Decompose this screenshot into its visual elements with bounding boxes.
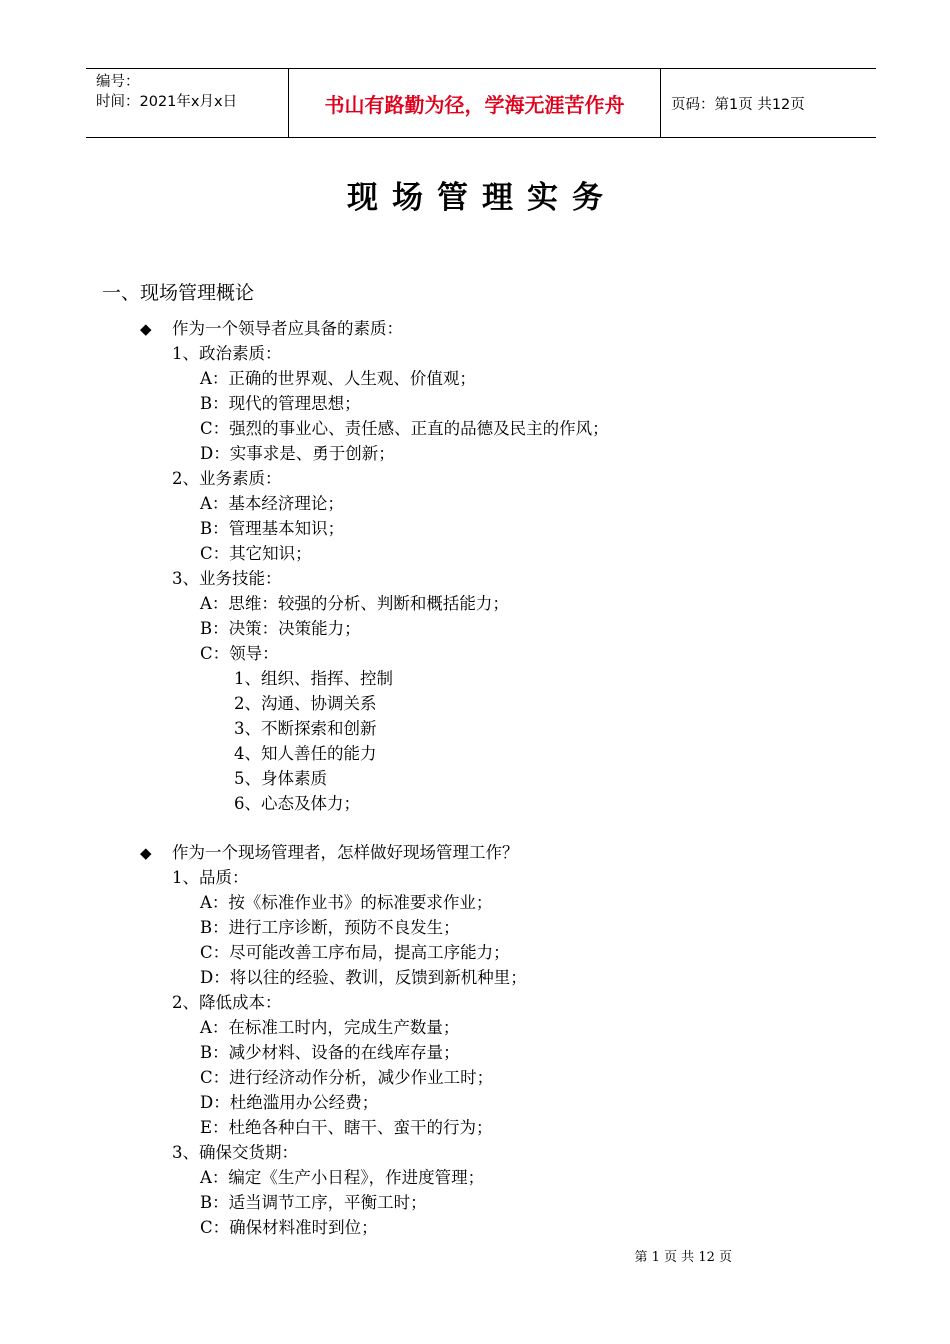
page-footer: 第 1 页 共 12 页	[634, 1250, 732, 1265]
list-item: 5、身体素质	[234, 769, 327, 788]
diamond-bullet-icon: ◆	[140, 844, 152, 862]
list-item: D：实事求是、勇于创新；	[200, 444, 395, 463]
list-item: C：强烈的事业心、责任感、正直的品德及民主的作风；	[200, 419, 609, 438]
header-page-info: 页码：第1页 共12页	[671, 96, 805, 113]
list-item: C：领导：	[200, 644, 279, 663]
list-item: 1、品质：	[172, 868, 249, 887]
block2-heading: 作为一个现场管理者，怎样做好现场管理工作？	[172, 843, 519, 862]
list-item: B：进行工序诊断，预防不良发生；	[200, 918, 460, 937]
document-header	[86, 68, 876, 138]
list-item: 4、知人善任的能力	[234, 744, 377, 763]
header-motto: 书山有路勤为径，学海无涯苦作舟	[288, 69, 661, 137]
list-item: 2、降低成本：	[172, 993, 282, 1012]
header-meta	[86, 69, 288, 137]
list-item: C：尽可能改善工序布局，提高工序能力；	[200, 943, 510, 962]
list-item: C：其它知识；	[200, 544, 312, 563]
list-item: 2、沟通、协调关系	[234, 694, 377, 713]
list-item: 3、不断探索和创新	[234, 719, 377, 738]
list-item: A：在标准工时内，完成生产数量；	[200, 1018, 460, 1037]
list-item: D：将以往的经验、教训，反馈到新机种里；	[200, 968, 527, 987]
block1-heading: 作为一个领导者应具备的素质：	[172, 319, 403, 338]
list-item: B：现代的管理思想；	[200, 394, 361, 413]
list-item: 1、政治素质：	[172, 344, 282, 363]
list-item: B：减少材料、设备的在线库存量；	[200, 1043, 460, 1062]
list-item: A：思维：较强的分析、判断和概括能力；	[200, 594, 509, 613]
list-item: B：管理基本知识；	[200, 519, 345, 538]
header-number-label: 编号：	[96, 74, 140, 90]
section-heading: 一、现场管理概论	[102, 282, 255, 304]
list-item: 2、业务素质：	[172, 469, 282, 488]
document-title: 现场管理实务	[347, 180, 617, 216]
list-item: 3、业务技能：	[172, 569, 282, 588]
list-item: A：正确的世界观、人生观、价值观；	[200, 369, 476, 388]
list-item: E：杜绝各种白干、瞎干、蛮干的行为；	[200, 1118, 493, 1137]
list-item: B：适当调节工序，平衡工时；	[200, 1193, 427, 1212]
list-item: C：进行经济动作分析，减少作业工时；	[200, 1068, 494, 1087]
list-item: 3、确保交货期：	[172, 1143, 298, 1162]
list-item: 1、组织、指挥、控制	[234, 669, 393, 688]
list-item: A：按《标准作业书》的标准要求作业；	[200, 893, 493, 912]
list-item: B：决策：决策能力；	[200, 619, 361, 638]
header-time-label: 时间：2021年x月x日	[96, 94, 238, 110]
list-item: D：杜绝滥用办公经费；	[200, 1093, 379, 1112]
diamond-bullet-icon: ◆	[140, 320, 152, 338]
list-item: C：确保材料准时到位；	[200, 1218, 378, 1237]
list-item: A：基本经济理论；	[200, 494, 344, 513]
list-item: A：编定《生产小日程》，作进度管理；	[200, 1168, 485, 1187]
list-item: 6、心态及体力；	[234, 794, 360, 813]
